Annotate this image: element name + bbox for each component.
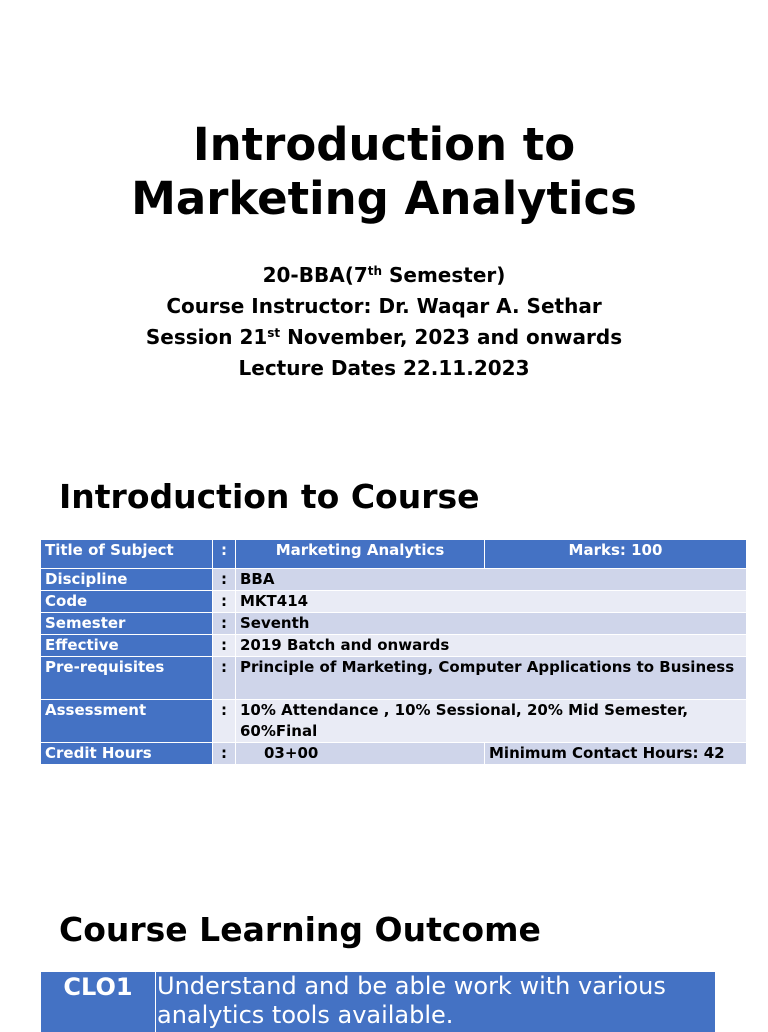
- table-row: [41, 569, 747, 591]
- table-row: [41, 657, 747, 700]
- contact-hours-value: Minimum Contact Hours: 42: [485, 743, 747, 765]
- credit-hours-label: Credit Hours: [41, 743, 213, 765]
- credit-hours-value: 03+00: [236, 743, 485, 765]
- row-label: Semester: [41, 613, 213, 635]
- row-value: 2019 Batch and onwards: [236, 635, 747, 657]
- clo-label: CLO1: [41, 972, 156, 1032]
- colon-separator: :: [213, 635, 236, 657]
- marks-value: Marks: 100: [485, 540, 747, 569]
- colon-separator: :: [213, 613, 236, 635]
- colon-separator: :: [213, 700, 236, 743]
- course-meta: [0, 260, 768, 384]
- row-label: Pre-requisites: [41, 657, 213, 700]
- colon-separator: :: [213, 540, 236, 569]
- row-label: Discipline: [41, 569, 213, 591]
- course-info-table: [40, 539, 747, 765]
- title-line-1: Introduction to: [192, 118, 576, 171]
- colon-separator: :: [213, 569, 236, 591]
- row-value: Seventh: [236, 613, 747, 635]
- colon-separator: :: [213, 657, 236, 700]
- course-intro-heading: Introduction to Course: [59, 477, 480, 516]
- row-value: Principle of Marketing, Computer Applications to Business: [236, 657, 747, 700]
- clo-text: Understand and be able work with various analytics tools available.: [157, 972, 666, 1029]
- table-row: [41, 700, 747, 743]
- colon-separator: :: [213, 743, 236, 765]
- clo-row: [41, 972, 715, 1032]
- session-line: Session 21st November, 2023 and onwards: [145, 325, 623, 349]
- title-of-subject-label: Title of Subject: [41, 540, 213, 569]
- row-label: Code: [41, 591, 213, 613]
- batch-line: 20-BBA(7th Semester): [262, 263, 506, 287]
- table-row: [41, 743, 747, 765]
- table-row: [41, 591, 747, 613]
- row-label: Assessment: [41, 700, 213, 743]
- colon-separator: :: [213, 591, 236, 613]
- row-label: Effective: [41, 635, 213, 657]
- table-row: [41, 613, 747, 635]
- clo-heading: Course Learning Outcome: [59, 910, 541, 949]
- presentation-title: [0, 118, 768, 226]
- lecture-dates-line: Lecture Dates 22.11.2023: [238, 356, 530, 380]
- table-header-row: [41, 540, 747, 569]
- row-value: 10% Attendance , 10% Sessional, 20% Mid Semester, 60%Final: [236, 700, 747, 743]
- row-value: BBA: [236, 569, 747, 591]
- table-row: [41, 635, 747, 657]
- title-line-2: Marketing Analytics: [131, 172, 637, 225]
- instructor-line: Course Instructor: Dr. Waqar A. Sethar: [166, 294, 602, 318]
- row-value: MKT414: [236, 591, 747, 613]
- subject-title-value: Marketing Analytics: [236, 540, 485, 569]
